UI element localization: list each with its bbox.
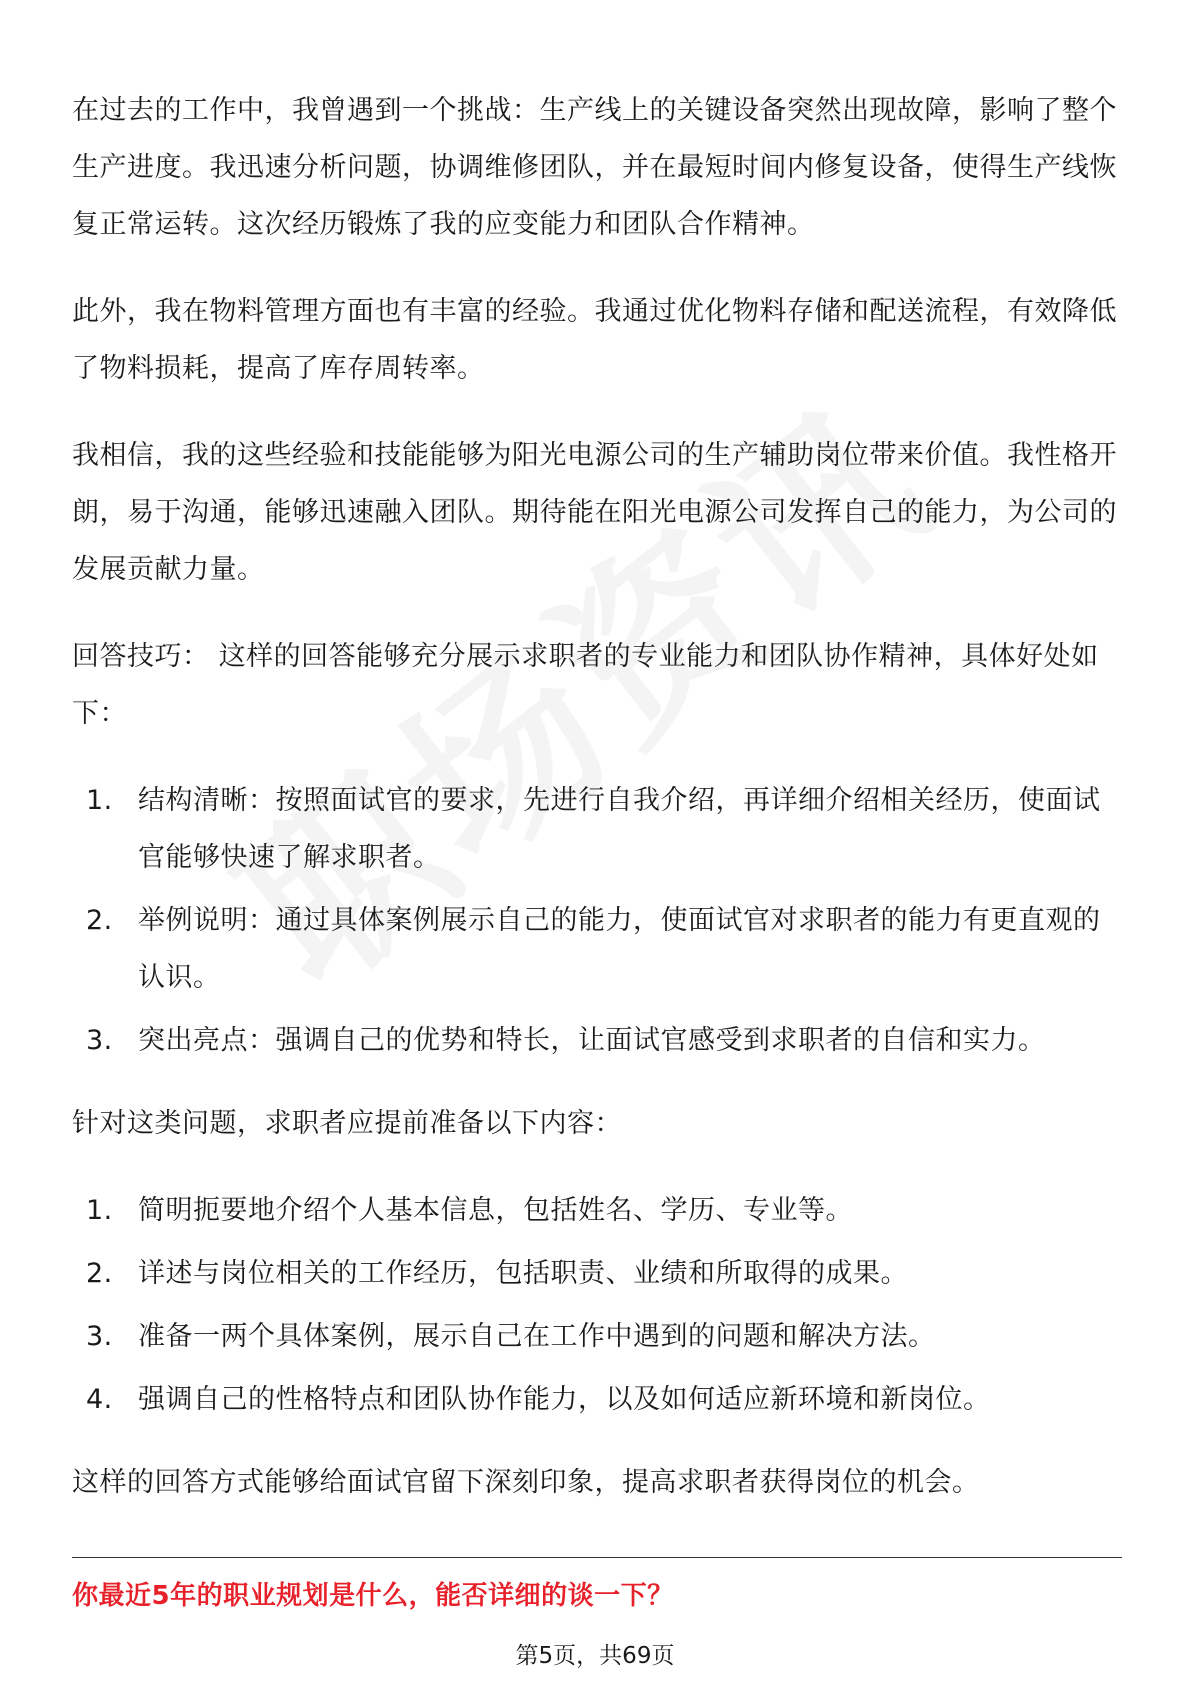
paragraph-tips-intro: 回答技巧： 这样的回答能够充分展示求职者的专业能力和团队协作精神，具体好处如下： — [72, 641, 1099, 729]
list-item-text: 强调自己的性格特点和团队协作能力，以及如何适应新环境和新岗位。 — [138, 1384, 991, 1415]
list-number: 2. — [86, 905, 113, 936]
list-number: 2. — [86, 1258, 113, 1289]
list-number: 4. — [86, 1384, 113, 1415]
list-item — [72, 1308, 1122, 1365]
list-number: 3. — [86, 1025, 113, 1056]
list-item — [72, 1245, 1122, 1302]
prep-list — [72, 1182, 1122, 1428]
paragraph-closing: 这样的回答方式能够给面试官留下深刻印象，提高求职者获得岗位的机会。 — [72, 1467, 980, 1498]
list-item-text: 详述与岗位相关的工作经历，包括职责、业绩和所取得的成果。 — [138, 1258, 908, 1289]
list-number: 1. — [86, 785, 113, 816]
list-item — [72, 772, 1122, 886]
paragraph-materials: 此外，我在物料管理方面也有丰富的经验。我通过优化物料存储和配送流程，有效降低了物料损耗，提高了库存周转率。 — [72, 296, 1117, 384]
list-item — [72, 892, 1122, 1006]
section-divider — [72, 1557, 1122, 1558]
list-item — [72, 1012, 1122, 1069]
list-number: 3. — [86, 1321, 113, 1352]
list-item-text: 简明扼要地介绍个人基本信息，包括姓名、学历、专业等。 — [138, 1195, 853, 1226]
page-number: 第5页，共69页 — [515, 1643, 675, 1669]
list-item — [72, 1371, 1122, 1428]
tips-list — [72, 772, 1122, 1069]
list-number: 1. — [86, 1195, 113, 1226]
page-content — [72, 82, 1122, 1541]
next-question-heading: 你最近5年的职业规划是什么，能否详细的谈一下？ — [72, 1581, 674, 1611]
list-item-text: 结构清晰：按照面试官的要求，先进行自我介绍，再详细介绍相关经历，使面试官能够快速了解求职者。 — [138, 785, 1101, 873]
list-item — [72, 1182, 1122, 1239]
paragraph-challenge: 在过去的工作中，我曾遇到一个挑战：生产线上的关键设备突然出现故障，影响了整个生产进度。我迅速分析问题，协调维修团队，并在最短时间内修复设备，使得生产线恢复正常运转。这次经历锻炼了我的应变能力和团队合作精神。 — [72, 95, 1117, 240]
paragraph-value: 我相信，我的这些经验和技能能够为阳光电源公司的生产辅助岗位带来价值。我性格开朗，易于沟通，能够迅速融入团队。期待能在阳光电源公司发挥自己的能力，为公司的发展贡献力量。 — [72, 440, 1117, 585]
paragraph-prep-intro: 针对这类问题，求职者应提前准备以下内容： — [72, 1108, 622, 1139]
list-item-text: 准备一两个具体案例，展示自己在工作中遇到的问题和解决方法。 — [138, 1321, 936, 1352]
list-item-text: 突出亮点：强调自己的优势和特长，让面试官感受到求职者的自信和实力。 — [138, 1025, 1046, 1056]
list-item-text: 举例说明：通过具体案例展示自己的能力，使面试官对求职者的能力有更直观的认识。 — [138, 905, 1101, 993]
